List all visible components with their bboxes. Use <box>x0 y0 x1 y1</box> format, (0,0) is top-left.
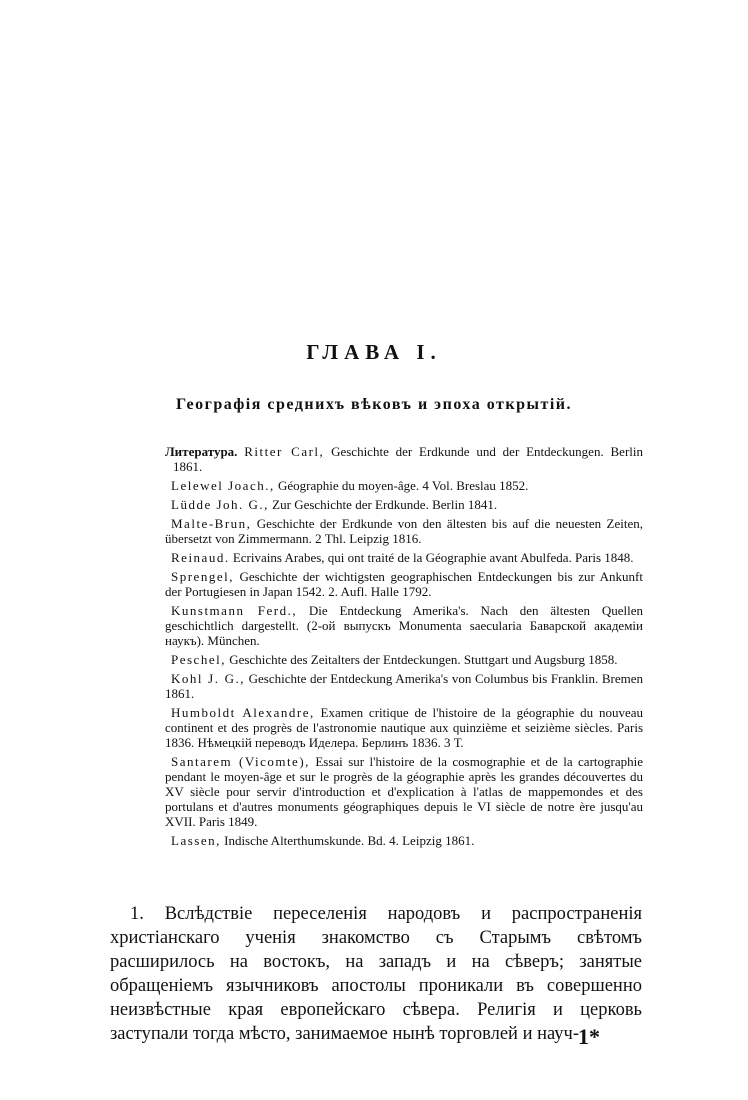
reference-entry <box>165 569 643 599</box>
reference-author: Kunstmann Ferd., <box>171 603 298 618</box>
reference-author: Lüdde Joh. G., <box>171 497 269 512</box>
reference-text: Zur Geschichte der Erdkunde. Berlin 1841. <box>268 497 498 512</box>
reference-author: Peschel, <box>171 652 226 667</box>
reference-author: Lelewel Joach., <box>171 478 275 493</box>
reference-entry <box>165 603 643 648</box>
body-paragraph: 1. Вслѣдствіе переселенія народовъ и распространенія христіанскаго ученія знакомство съ Старымъ свѣтомъ расширилось на востокъ, на западъ и на сѣверъ; занятые обращеніемъ язычниковъ апостолы проникали въ совершенно неизвѣстные края европейскаго сѣвера. Религія и церковь заступали тогда мѣсто, занимаемое нынѣ торговлей и науч- <box>110 904 642 1044</box>
reference-author: Sprengel, <box>171 569 234 584</box>
reference-text: Géographie du moyen-âge. 4 Vol. Breslau 1852. <box>274 478 529 493</box>
reference-author: Ritter Carl, <box>244 444 325 459</box>
reference-author: Santarem (Vicomte), <box>171 754 310 769</box>
literature-list <box>165 444 643 852</box>
reference-text: Die Entdeckung Amerika's. Nach den ältesten Quellen geschichtlich dargestellt. (2-ой выпускъ Monumenta saecularia Баварской академіи наукъ). München. <box>165 603 643 648</box>
chapter-title: Географія среднихъ вѣковъ и эпоха открытій. <box>176 396 572 413</box>
reference-text: Essai sur l'histoire de la cosmographie et de la cartographie pendant le moyen-âge et sur le progrès de la géographie après les grandes découvertes du XV siècle pour servir d'introduction et d'explication à l'atlas de mappemondes et des portulans et d'autres monuments géographiques depuis le VI siècle de notre ère jusqu'au XVII. Paris 1849. <box>165 754 644 829</box>
reference-author: Reinaud. <box>171 550 230 565</box>
reference-text: Ecrivains Arabes, qui ont traité de la Géographie avant Abulfeda. Paris 1848. <box>229 550 634 565</box>
signature-mark: 1* <box>578 1024 600 1049</box>
reference-entry <box>165 705 643 750</box>
reference-author: Malte-Brun, <box>171 516 252 531</box>
reference-entry <box>165 833 643 848</box>
reference-text: Examen critique de l'histoire de la géographie du nouveau continent et des progrès de l'astronomie nautique aux quinzième et seizième siècles. Paris 1836. Нѣмецкій переводъ Иделера. Берлинъ 1836. 3 Т. <box>165 705 643 750</box>
reference-entry <box>165 444 643 474</box>
reference-text: Geschichte der Erdkunde und der Entdeckungen. Berlin 1861. <box>173 444 643 474</box>
reference-entry <box>165 478 643 493</box>
reference-entry <box>165 754 643 829</box>
reference-text: Indische Alterthumskunde. Bd. 4. Leipzig 1861. <box>220 833 475 848</box>
reference-author: Lassen, <box>171 833 221 848</box>
literature-label: Литература. <box>165 444 238 459</box>
reference-entry <box>165 497 643 512</box>
reference-entry <box>165 516 643 546</box>
reference-text: Geschichte der wichtigsten geographischen Entdeckungen bis zur Ankunft der Portugiesen in Japan 1542. 2. Aufl. Halle 1792. <box>165 569 643 599</box>
chapter-heading: ГЛАВА I. <box>306 340 442 364</box>
reference-entry <box>165 652 643 667</box>
reference-text: Geschichte des Zeitalters der Entdeckungen. Stuttgart und Augsburg 1858. <box>225 652 618 667</box>
reference-text: Geschichte der Entdeckung Amerika's von Columbus bis Franklin. Bremen 1861. <box>165 671 644 701</box>
reference-text: Geschichte der Erdkunde von den ältesten bis auf die neuesten Zeiten, übersetzt von Zimmermann. 2 Thl. Leipzig 1816. <box>165 516 643 546</box>
reference-entry <box>165 550 643 565</box>
reference-author: Humboldt Alexandre, <box>171 705 315 720</box>
reference-author: Kohl J. G., <box>171 671 245 686</box>
reference-entry <box>165 671 643 701</box>
